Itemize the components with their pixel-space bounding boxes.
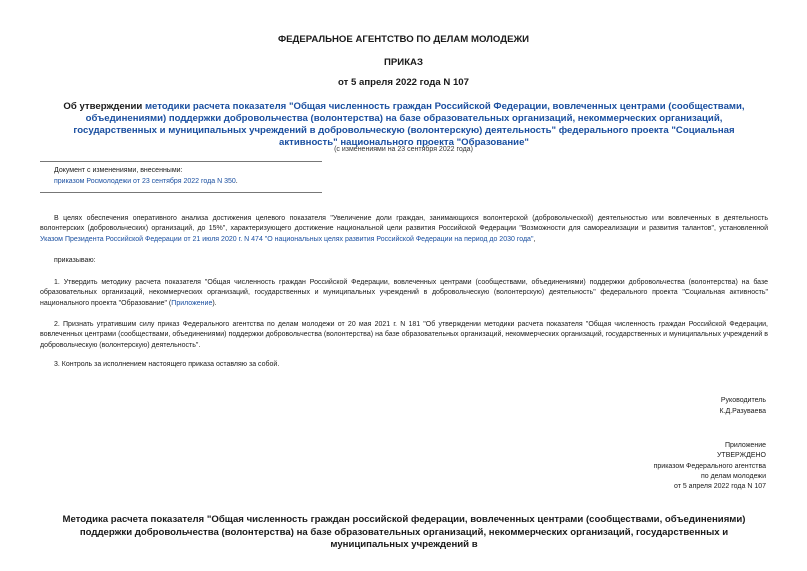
amendment-box-reference [54,176,238,187]
preamble-suffix: , [533,235,536,243]
item-1-suffix: ). [212,299,217,307]
document-title [44,101,764,149]
amendment-box-label: Документ с изменениями, внесенными: [54,167,183,174]
amendment-box [54,165,238,187]
signer-name: К.Д.Разуваева [719,408,766,415]
title-link[interactable]: методики расчета показателя "Общая численность граждан Российской Федерации, вовлеченных центрами (сообществами, объединениями) поддержки добровольчества (волонтерства) на базе образовательных организаций, некоммерческих организаций, государственных и муниципальных учреждений в добровольческую (волонтерскую) деятельность" федерального проекта "Социальная активность" национального проекта "Образование" [73,101,745,148]
appendix-block [654,441,766,492]
amendment-box-bottom-divider [40,192,322,193]
title-prefix: Об утверждении [63,101,145,112]
item-1-paragraph [40,278,768,309]
amendment-note: (с изменениями на 23 сентября 2022 года) [334,146,473,153]
agency-heading: ФЕДЕРАЛЬНОЕ АГЕНТСТВО ПО ДЕЛАМ МОЛОДЕЖИ [277,34,530,45]
appendix-line-4: по делам молодежи [700,472,766,480]
signer-position: Руководитель [720,397,766,404]
amendment-link[interactable]: приказом Росмолодежи от 23 сентября 2022 года N 350 [54,178,236,185]
appendix-line-3: приказом Федерального агентства [653,462,766,470]
date-number-heading: от 5 апреля 2022 года N 107 [338,77,469,88]
appendix-label: Приложение [724,442,766,449]
item-3-paragraph: 3. Контроль за исполнением настоящего приказа оставляю за собой. [54,361,280,368]
item-2-paragraph: 2. Признать утратившим силу приказ Федерального агентства по делам молодежи от 20 мая 2021 г. N 181 "Об утверждении методики расчета показателя "Общая численность граждан Российской Федерации, вовлеченных центрами (сообществами, объединениями) поддержки добровольчества (волонтерства) на базе образовательных организаций, некоммерческих организаций, государственных и муниципальных учреждений в добровольческую (волонтерскую) деятельность". [40,321,768,349]
appendix-approved: УТВЕРЖДЕНО [716,452,766,460]
item-1-text: 1. Утвердить методику расчета показателя "Общая численность граждан Российской Федерации, вовлеченных центрами (сообществами, объединениями) поддержки добровольчества (волонтерства) на базе образовательных организаций, некоммерческих организаций, государственных и муниципальных учреждений в добровольческую (волонтерскую) деятельность" федерального проекта "Социальная активность" национального проекта "Образование" ( [40,279,768,307]
appendix-line-5: от 5 апреля 2022 года N 107 [673,483,766,491]
preamble-paragraph [40,214,768,245]
doc-type-heading: ПРИКАЗ [384,57,423,68]
appendix-link[interactable]: Приложение [171,299,213,307]
amendment-link-suffix: . [235,178,238,185]
order-word: приказываю: [54,257,96,264]
presidential-decree-link[interactable]: Указом Президента Российской Федерации от 21 июля 2020 г. N 474 "О национальных целях развития Российской Федерации на период до 2030 года" [40,235,534,243]
signer-block [719,395,766,417]
preamble-text: В целях обеспечения оперативного анализа достижения целевого показателя "Увеличение доли граждан, занимающихся волонтерской (добровольческой) деятельностью или вовлеченных в деятельность волонтерских (добровольческих) организаций, до 15%", характеризующего достижение национальной цели развития Российской Федерации "Возможности для самореализации и развития талантов", установленной [40,215,768,233]
method-title: Методика расчета показателя "Общая численность граждан российской федерации, вовлеченных центрами (сообществами, объединениями) поддержки добровольчества (волонтерства) на базе образовательных организаций, некоммерческих организаций, государственных и муниципальных учреждений в [62,514,746,550]
amendment-box-top-divider [40,161,322,162]
